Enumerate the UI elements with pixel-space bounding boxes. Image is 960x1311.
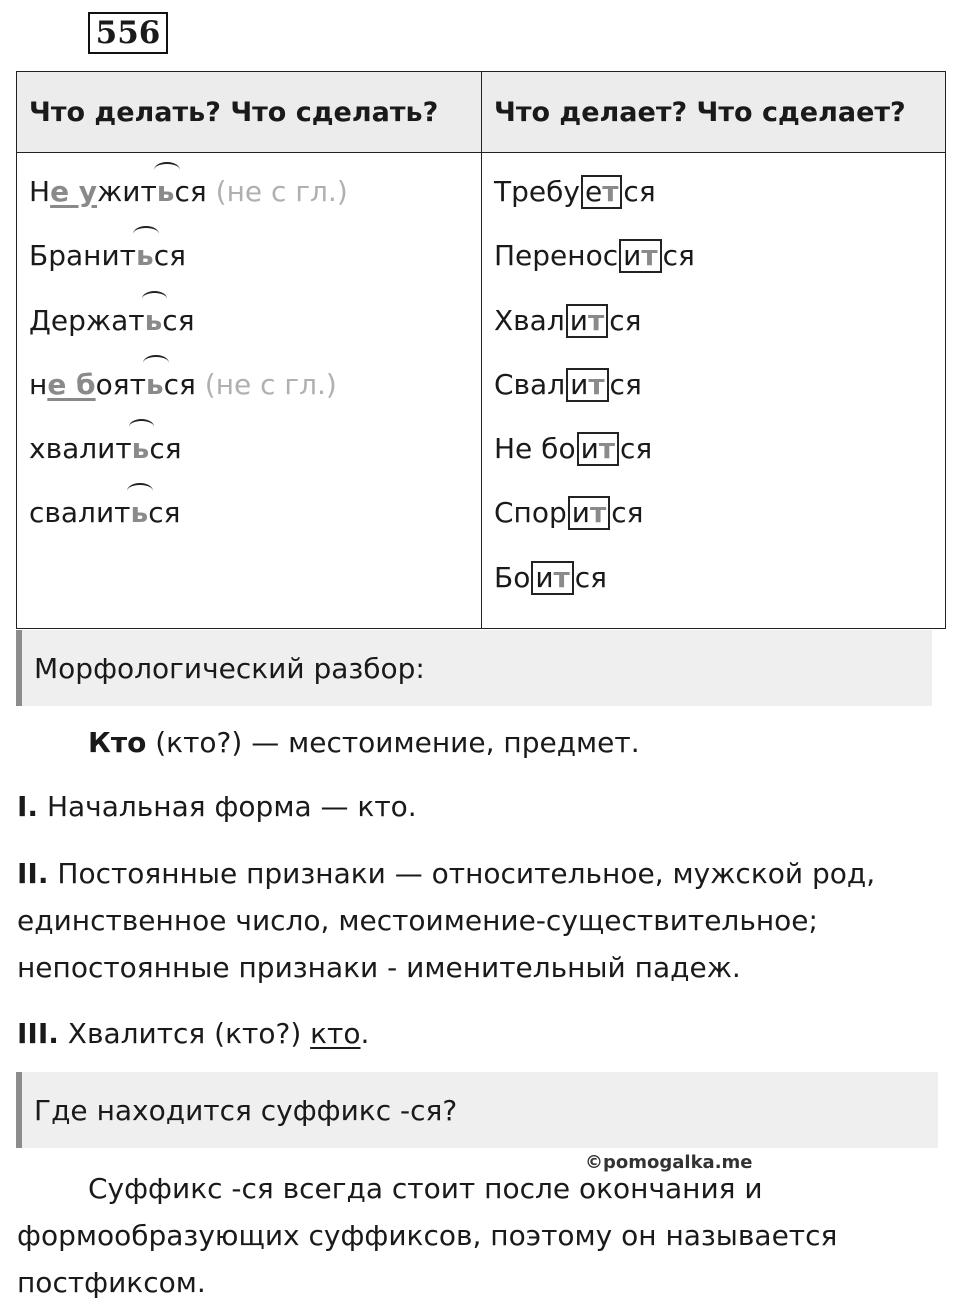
ending-consonant: т bbox=[602, 175, 619, 208]
ending-vowel: и bbox=[571, 496, 590, 530]
suffix-heading: Где находится суффикс -ся? bbox=[34, 1093, 458, 1127]
point-3-num: III. bbox=[17, 1017, 59, 1050]
ending-box bbox=[577, 432, 619, 466]
word-part: е у bbox=[50, 175, 98, 208]
point-2-line2: единственное число, местоимение-существительное; bbox=[17, 904, 818, 937]
word-part: ь bbox=[130, 488, 148, 538]
word-part: (не с гл.) bbox=[206, 175, 348, 208]
point-2-line1: Постоянные признаки — относительное, мужской род, bbox=[48, 857, 876, 890]
word-part: Н bbox=[29, 175, 51, 208]
ending-vowel: и bbox=[570, 367, 589, 401]
morph-point-2 bbox=[17, 850, 875, 991]
third-person-word bbox=[494, 488, 933, 552]
infinitive-word bbox=[29, 488, 469, 552]
postfix: ся bbox=[574, 560, 608, 594]
word-part: ся bbox=[148, 496, 181, 530]
ending-vowel: е bbox=[584, 175, 603, 208]
third-person-word bbox=[494, 424, 933, 488]
ending-box bbox=[531, 561, 573, 595]
word-part: ь bbox=[145, 296, 163, 346]
word-stem: Свал bbox=[494, 367, 566, 401]
word-part: ся bbox=[153, 239, 186, 273]
watermark: ©pomogalka.me bbox=[585, 1152, 753, 1173]
postfix: ся bbox=[609, 367, 642, 401]
third-person-word bbox=[494, 167, 933, 231]
point-3-underlined: кто bbox=[310, 1017, 361, 1050]
point-1-text: Начальная форма — кто. bbox=[38, 790, 417, 823]
word-part: ся bbox=[174, 175, 207, 208]
morph-heading-bar bbox=[16, 630, 932, 706]
ending-box bbox=[566, 304, 608, 338]
morph-intro bbox=[88, 726, 640, 759]
ending-vowel: и bbox=[569, 303, 588, 337]
ending-consonant: т bbox=[587, 303, 605, 337]
ending-vowel: и bbox=[580, 432, 599, 466]
word-stem: Не бо bbox=[494, 432, 576, 466]
postfix: ся bbox=[611, 496, 644, 530]
word-part: Бранит bbox=[29, 239, 136, 273]
ending-box bbox=[566, 368, 608, 402]
infinitive-word bbox=[29, 424, 469, 488]
suffix-explanation bbox=[17, 1165, 837, 1306]
word-part: ся bbox=[162, 303, 195, 337]
infinitive-word bbox=[29, 360, 469, 424]
word-part: жит bbox=[97, 175, 157, 208]
ending-consonant: т bbox=[588, 367, 605, 401]
header-third-person: Что делает? Что сделает? bbox=[482, 72, 946, 153]
word-stem: Перенос bbox=[494, 239, 619, 273]
ending-box bbox=[568, 496, 610, 530]
word-part: н bbox=[29, 367, 48, 401]
morph-heading: Морфологический разбор: bbox=[34, 651, 425, 685]
verbs-table bbox=[16, 71, 946, 629]
exercise-number: 556 bbox=[88, 12, 168, 54]
suffix-heading-bar bbox=[16, 1072, 938, 1148]
word-part: свалит bbox=[29, 496, 131, 530]
ending-consonant: т bbox=[589, 496, 607, 530]
point-3-text: Хвалится (кто?) bbox=[58, 1017, 311, 1050]
ending-vowel: и bbox=[623, 239, 642, 273]
point-2-line3: непостоянные признаки - именительный падеж. bbox=[17, 951, 741, 984]
right-column bbox=[482, 153, 946, 629]
third-person-word bbox=[494, 231, 933, 295]
word-part: ь bbox=[136, 231, 154, 281]
infinitive-word bbox=[29, 231, 469, 295]
point-2-num: II. bbox=[17, 857, 49, 890]
suffix-line3: постфиксом. bbox=[17, 1266, 206, 1299]
intro-word: Кто bbox=[88, 726, 147, 759]
ending-box bbox=[581, 175, 622, 209]
word-part: ь bbox=[146, 360, 164, 410]
third-person-word bbox=[494, 296, 933, 360]
point-1-num: I. bbox=[17, 790, 39, 823]
third-person-word bbox=[494, 553, 933, 617]
intro-text: (кто?) — местоимение, предмет. bbox=[146, 726, 640, 759]
point-3-end: . bbox=[360, 1017, 370, 1050]
word-stem: Требу bbox=[494, 175, 580, 208]
word-part: ся bbox=[149, 432, 182, 466]
word-stem: Бо bbox=[494, 560, 531, 594]
infinitive-word bbox=[29, 296, 469, 360]
word-stem: Спор bbox=[494, 496, 567, 530]
ending-vowel: и bbox=[535, 560, 554, 594]
ending-consonant: т bbox=[598, 432, 616, 466]
word-stem: Хвал bbox=[494, 303, 565, 337]
suffix-line2: формообразующих суффиксов, поэтому он называется bbox=[17, 1219, 838, 1252]
ending-consonant: т bbox=[553, 560, 570, 594]
word-part: хвалит bbox=[29, 432, 132, 466]
suffix-line1: Суффикс -ся всегда стоит после окончания и bbox=[88, 1172, 763, 1205]
word-part: Держат bbox=[29, 303, 145, 337]
word-part: оят bbox=[95, 367, 146, 401]
third-person-word bbox=[494, 360, 933, 424]
postfix: ся bbox=[620, 432, 653, 466]
postfix: ся bbox=[609, 303, 642, 337]
word-part: (не с гл.) bbox=[195, 367, 337, 401]
morph-point-1 bbox=[17, 790, 417, 823]
postfix: ся bbox=[623, 175, 656, 208]
ending-consonant: т bbox=[641, 239, 658, 273]
word-part: ся bbox=[163, 367, 196, 401]
left-column bbox=[17, 153, 482, 629]
infinitive-word bbox=[29, 167, 469, 231]
postfix: ся bbox=[662, 239, 695, 273]
header-infinitive: Что делать? Что сделать? bbox=[17, 72, 482, 153]
word-part: ь bbox=[132, 424, 150, 474]
word-part: е б bbox=[47, 367, 96, 401]
morph-point-3 bbox=[17, 1017, 369, 1050]
word-part: ь bbox=[157, 167, 175, 217]
ending-box bbox=[619, 239, 661, 273]
